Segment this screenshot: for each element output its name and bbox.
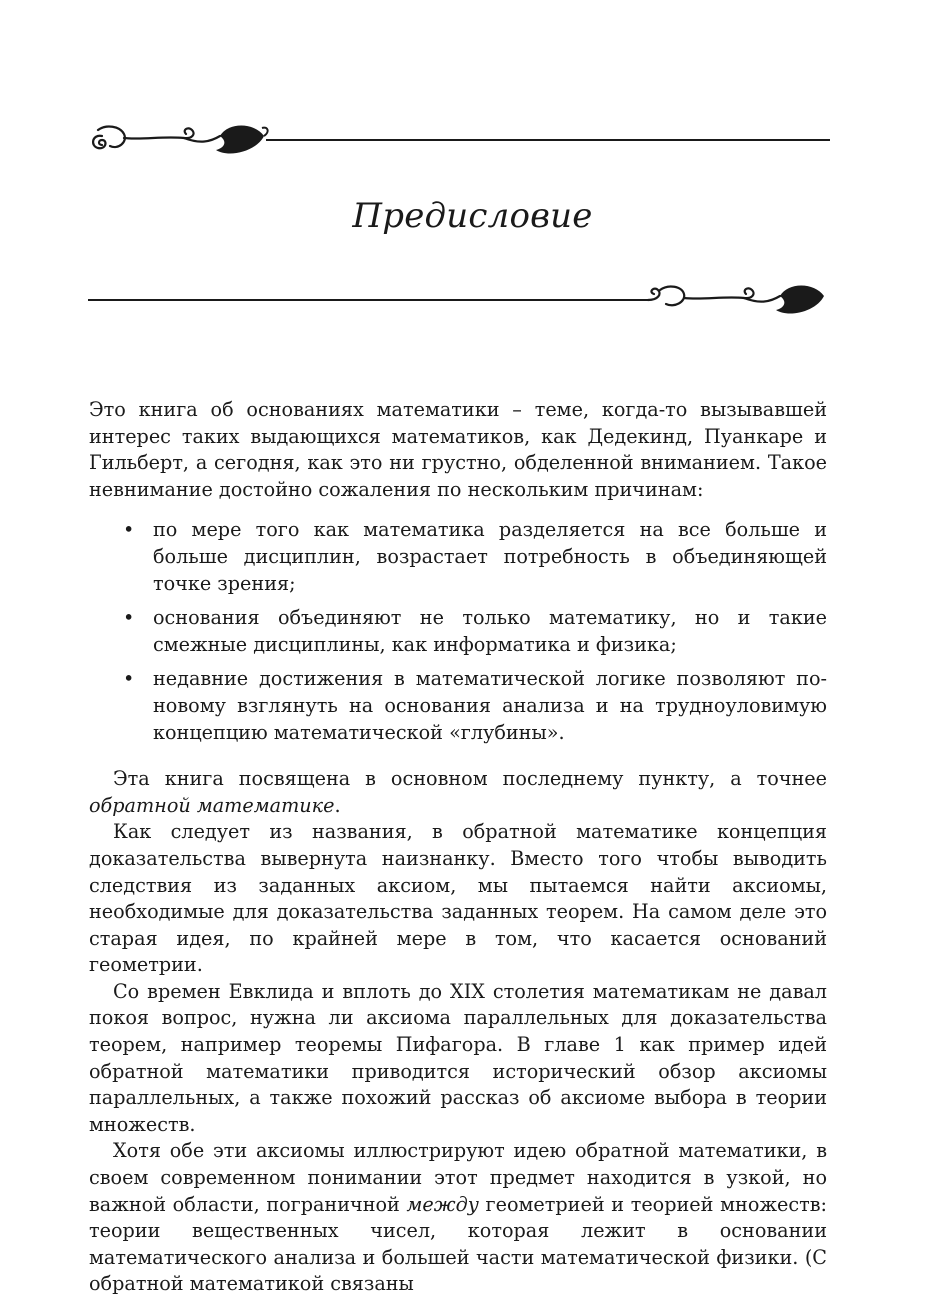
leaf-icon <box>776 286 824 314</box>
paragraph-text: Хотя обе эти аксиомы иллюстрируют идею обратной математики, в своем современном понимании этот предмет находится в узкой, но важной области, пограничной <box>89 1139 827 1216</box>
paragraph-real-numbers <box>89 1138 827 1298</box>
paragraph-concept: Как следует из названия, в обратной математике концепция доказательства вывернута наизнанку. Вместо того чтобы выводить следствия из заданных аксиом, мы пытаемся найти аксиомы, необходимые для доказательства заданных теорем. На самом деле это старая идея, по крайней мере в том, что касается оснований геометрии. <box>89 820 827 977</box>
chapter-title: Предисловие <box>352 196 593 236</box>
bullet-icon: • <box>123 667 135 691</box>
list-item <box>89 517 827 597</box>
paragraph-text: . <box>334 793 341 817</box>
intro-paragraph: Это книга об основаниях математики – теме, когда-то вызывавшей интерес таких выдающихся математиков, как Дедекинд, Пуанкаре и Гильберт, а сегодня, как это ни грустно, обделенной вниманием. Такое невнимание достойно сожаления по нескольким причинам: <box>89 398 827 501</box>
flourish-icon <box>648 287 780 306</box>
top-ornament-divider <box>88 118 830 162</box>
emphasis-text: между <box>406 1192 479 1216</box>
list-item-text: недавние достижения в математической логике позволяют по-новому взглянуть на основания анализа и на трудноуловимую концепцию математической «глубины». <box>153 667 827 744</box>
list-item <box>89 605 827 658</box>
list-item <box>89 666 827 746</box>
paragraph-reverse-math <box>89 766 827 819</box>
bullet-icon: • <box>123 606 135 630</box>
main-text <box>89 397 827 1298</box>
bullet-icon: • <box>123 518 135 542</box>
reasons-list <box>89 517 827 746</box>
paragraph-text: Эта книга посвящена в основном последнему пункту, а точнее <box>113 767 827 791</box>
flourish-icon <box>93 127 220 149</box>
paragraph-history: Со времен Евклида и вплоть до XIX столетия математикам не давал покоя вопрос, нужна ли аксиома параллельных для доказательства теорем, например теоремы Пифагора. В главе 1 как пример идей обратной математики приводится исторический обзор аксиомы параллельных, а также похожий рассказ об аксиоме выбора в теории множеств. <box>89 979 827 1136</box>
list-item-text: по мере того как математика разделяется на все больше и больше дисциплин, возрастает потребность в объединяющей точке зрения; <box>153 518 827 595</box>
leaf-icon <box>216 126 264 154</box>
paragraph-text: геометрией и теорией множеств: теории вещественных чисел, которая лежит в основании математического анализа и большей части математической физики. (С обратной математикой связаны <box>89 1192 828 1296</box>
list-item-text: основания объединяют не только математику, но и такие смежные дисциплины, как информатика и физика; <box>153 606 827 656</box>
emphasis-text: обратной математике <box>89 793 335 817</box>
bottom-ornament-divider <box>88 278 830 322</box>
